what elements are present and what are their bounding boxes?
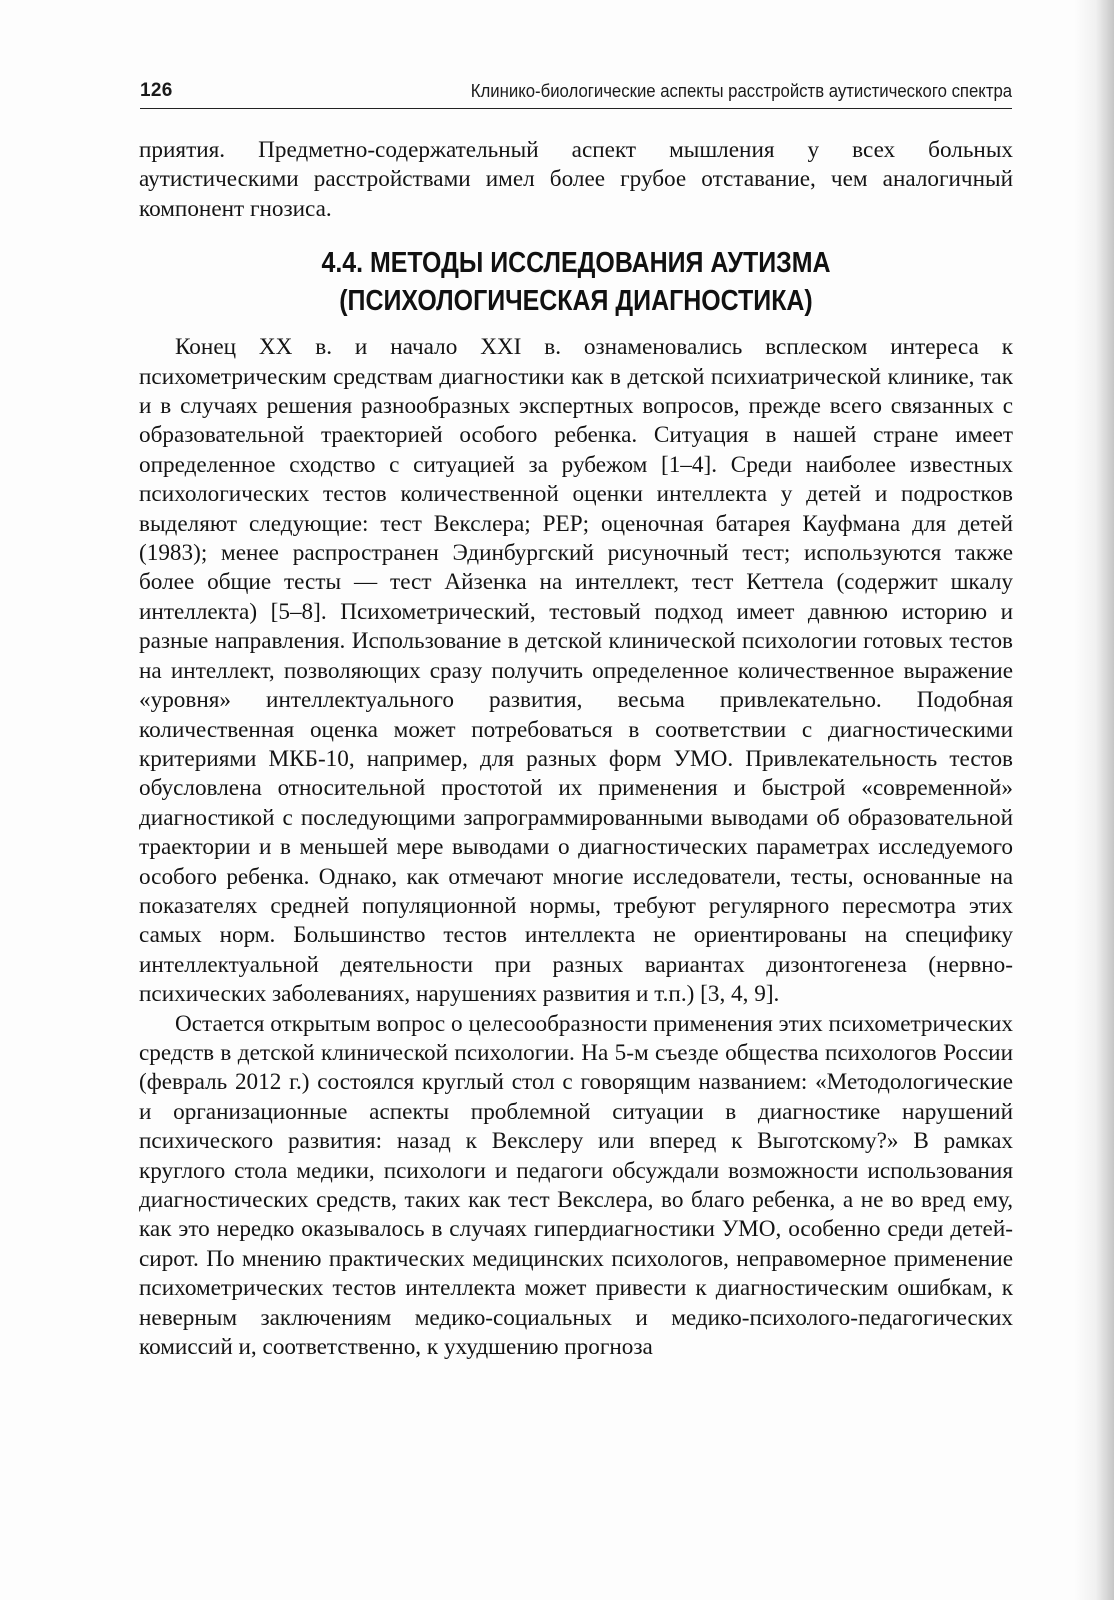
running-head <box>140 80 1012 109</box>
section-heading-line-2: (ПСИХОЛОГИЧЕСКАЯ ДИАГНОСТИКА) <box>339 285 813 318</box>
body-paragraph: Конец XX в. и начало XXI в. ознаменовались всплеском интереса к психометрическим средствам диагностики как в детской психиатрической клинике, так и в случаях решения разнообразных экспертных вопросов, прежде всего связанных с образовательной траекторией особого ребенка. Ситуация в нашей стране имеет определенное сходство с ситуацией за рубежом [1–4]. Среди наиболее известных психологических тестов количественной оценки интеллекта у детей и подростков выделяют следующие: тест Векслера; PEP; оценочная батарея Кауфмана для детей (1983); менее распространен Эдинбургский рисуночный тест; используются также более общие тесты — тест Айзенка на интеллект, тест Кеттела (содержит шкалу интеллекта) [5–8]. Психометрический, тестовый подход имеет давнюю историю и разные направления. Использование в детской клинической психологии готовых тестов на интеллект, позволяющих сразу получить определенное количественное выражение «уровня» интеллектуального развития, весьма привлекательно. Подобная количественная оценка может потребоваться в соответствии с диагностическими критериями МКБ-10, например, для разных форм УМО. Привлекательность тестов обусловлена относительной простотой их применения и быстрой «современной» диагностикой с последующими запрограммированными выводами об образовательной траектории и в меньшей мере выводами о диагностических параметрах исследуемого особого ребенка. Однако, как отмечают многие исследователи, тесты, основанные на показателях средней популяционной нормы, требуют регулярного пересмотра этих самых норм. Большинство тестов интеллекта не ориентированы на специфику интеллектуальной деятельности при разных вариантах дизонтогенеза (нервно-психических заболеваниях, нарушениях развития и т.п.) [3, 4, 9]. <box>139 334 1013 1008</box>
section-heading <box>200 244 952 320</box>
body-paragraph: Остается открытым вопрос о целесообразности применения этих психометрических средств в детской клинической психологии. На 5-м съезде общества психологов России (февраль 2012 г.) состоялся круглый стол с говорящим названием: «Методологические и организационные аспекты проблемной ситуации в диагностике нарушений психического развития: назад к Векслеру или вперед к Выготскому?» В рамках круглого стола медики, психологи и педагоги обсуждали возможности использования диагностических средств, таких как тест Векслера, во благо ребенка, а не во вред ему, как это нередко оказывалось в случаях гипердиагностики УМО, особенно среди детей-сирот. По мнению практических медицинских психологов, неправомерное применение психометрических тестов интеллекта может привести к диагностическим ошибкам, к неверным заключениям медико-социальных и медико-психолого-педагогических комиссий и, соответственно, к ухудшению прогноза <box>139 1010 1013 1361</box>
running-title: Клинико-биологические аспекты расстройств аутистического спектра <box>470 81 1012 101</box>
page-body <box>139 136 1013 1362</box>
page-number: 126 <box>140 80 173 101</box>
page-edge-shadow <box>1074 0 1114 1600</box>
continuation-paragraph: приятия. Предметно-содержательный аспект мышления у всех больных аутистическими расстройствами имел более грубое отставание, чем аналогичный компонент гнозиса. <box>139 137 1013 222</box>
section-heading-line-1: 4.4. МЕТОДЫ ИССЛЕДОВАНИЯ АУТИЗМА <box>321 247 831 280</box>
